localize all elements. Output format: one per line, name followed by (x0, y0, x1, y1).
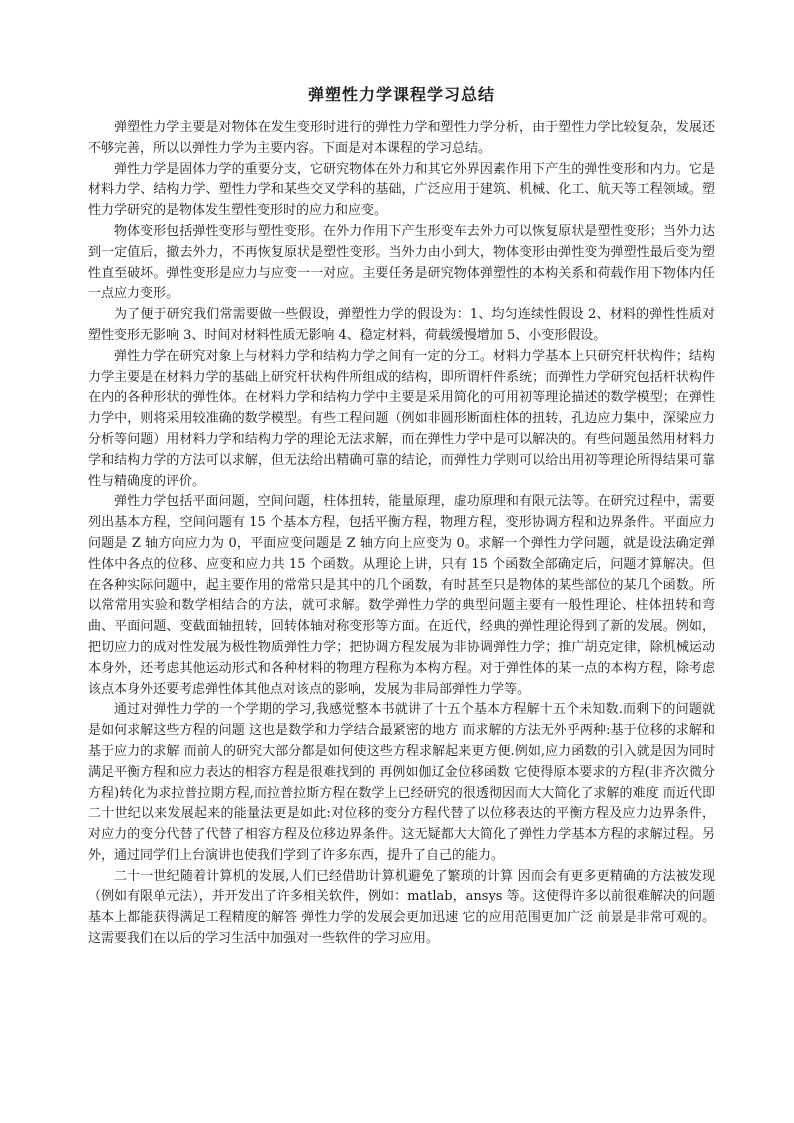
paragraph-2: 弹性力学是固体力学的重要分支，它研究物体在外力和其它外界因素作用下产生的弹性变形和内力。它是材料力学、结构力学、塑性力学和某些交叉学科的基础，广泛应用于建筑、机械、化工、航天等工程领域。塑性力学研究的是物体发生塑性变形时的应力和应变。 (88, 161, 715, 219)
paragraph-7: 通过对弹性力学的一个学期的学习,我感觉整本书就讲了十五个基本方程解十五个未知数.而剩下的问题就是如何求解这些方程的问题 这也是数学和力学结合最紧密的地方 而求解的方法无外乎两种:基于位移的求解和基于应力的求解 而前人的研究大部分都是如何使这些方程求解起来更方便.例如,应力函数的引入就是因为同时满足平衡方程和应力表达的相容方程是很难找到的 再例如伽辽金位移函数 它使得原本要求的方程(非齐次微分方程)转化为求拉普拉期方程,而拉普拉斯方程在数学上已经研究的很透彻因而大大简化了求解的难度 而近代即二十世纪以来发展起来的能量法更是如此:对位移的变分方程代替了以位移表达的平衡方程及应力边界条件，对应力的变分代替了代替了相容方程及位移边界条件。这无疑都大大简化了弹性力学基本方程的求解过程。另外，通过同学们上台演讲也使我们学到了许多东西，提升了自己的能力。 (88, 702, 715, 863)
paragraph-3: 物体变形包括弹性变形与塑性变形。在外力作用下产生形变车去外力可以恢复原状是塑性变形；当外力达到一定值后，撤去外力，不再恢复原状是塑性变形。当外力由小到大，物体变形由弹性变为弹塑性最后变为塑性直至破坏。弹性变形是应力与应变一一对应。主要任务是研究物体弹塑性的本构关系和荷载作用下物体内任一点应力变形。 (88, 223, 715, 302)
document-title: 弹塑性力学课程学习总结 (307, 85, 495, 104)
paragraph-8: 二十一世纪随着计算机的发展,人们已经借助计算机避免了繁琐的计算 因而会有更多更精确的方法被发现（例如有限单元法），并开发出了许多相关软件，例如：matlab，ansys 等。这使得许多以前很难解决的问题基本上都能获得满足工程精度的解答 弹性力学的发展会更加迅速 它的应用范围更加广泛 前景是非常可观的。这需要我们在以后的学习生活中加强对一些软件的学习应用。 (88, 868, 715, 947)
paragraph-4: 为了便于研究我们常需要做一些假设，弹塑性力学的假设为：1、均匀连续性假设 2、材料的弹性性质对塑性变形无影响 3、时间对材料性质无影响 4、稳定材料，荷载缓慢增加 5、小变形假设。 (88, 307, 715, 343)
paragraph-1: 弹塑性力学主要是对物体在发生变形时进行的弹性力学和塑性力学分析，由于塑性力学比较复杂，发展还不够完善，所以以弹性力学为主要内容。下面是对本课程的学习总结。 (88, 120, 715, 156)
document-page (88, 80, 715, 950)
paragraph-6: 弹性力学包括平面问题，空间问题，柱体扭转，能量原理，虚功原理和有限元法等。在研究过程中，需要列出基本方程，空间问题有 15 个基本方程，包括平衡方程，物理方程，变形协调方程和边界条件。平面应力问题是 Z 轴方向应力为 0，平面应变问题是 Z 轴方向上应变为 0。求解一个弹性力学问题，就是设法确定弹性体中各点的位移、应变和应力共 15 个函数。从理论上讲，只有 15 个函数全部确定后，问题才算解决。但在各种实际问题中，起主要作用的常常只是其中的几个函数，有时甚至只是物体的某些部位的某几个函数。所以常常用实验和数学相结合的方法，就可求解。数学弹性力学的典型问题主要有一般性理论、柱体扭转和弯曲、平面问题、变截面轴扭转，回转体轴对称变形等方面。在近代，经典的弹性理论得到了新的发展。例如，把切应力的成对性发展为极性物质弹性力学；把协调方程发展为非协调弹性力学；推广胡克定律，除机械运动本身外，还考虑其他运动形式和各种材料的物理方程称为本构方程。对于弹性体的某一点的本构方程，除考虑该点本身外还要考虑弹性体其他点对该点的影响，发展为非局部弹性力学等。 (88, 494, 715, 697)
paragraph-5: 弹性力学在研究对象上与材料力学和结构力学之间有一定的分工。材料力学基本上只研究杆状构件；结构力学主要是在材料力学的基础上研究杆状构件所组成的结构，即所谓杆件系统；而弹性力学研究包括杆状构件在内的各种形状的弹性体。在材料力学和结构力学中主要是采用简化的可用初等理论描述的数学模型；在弹性力学中，则将采用较准确的数学模型。有些工程问题（例如非圆形断面柱体的扭转，孔边应力集中，深梁应力分析等问题）用材料力学和结构力学的理论无法求解，而在弹性力学中是可以解决的。有些问题虽然用材料力学和结构力学的方法可以求解，但无法给出精确可靠的结论，而弹性力学则可以给出用初等理论所得结果可靠性与精确度的评价。 (88, 348, 715, 489)
